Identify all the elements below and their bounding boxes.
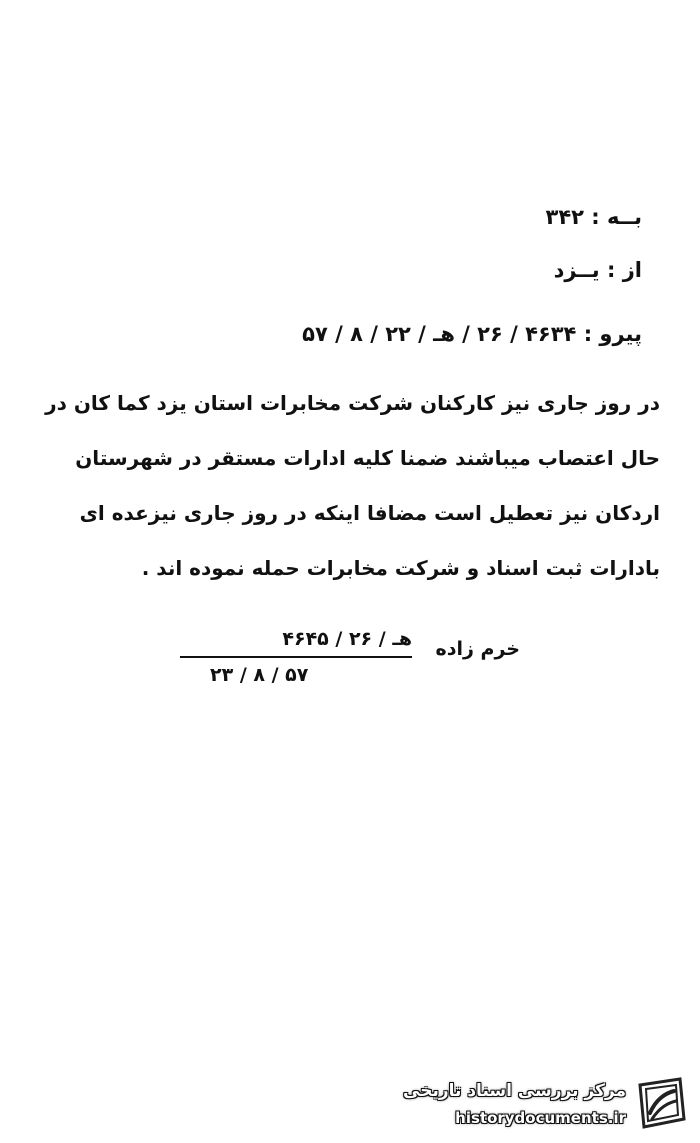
- body-line-1: در روز جاری نیز کارکنان شرکت مخابرات استان یزد کما کان در: [45, 391, 660, 415]
- book-seal-icon: [632, 1075, 688, 1131]
- watermark-url: historydocuments.ir: [455, 1109, 626, 1127]
- signature-date: ۵۷ / ۸ / ۲۳: [210, 664, 309, 686]
- sender-line: از : یــزد: [553, 258, 642, 282]
- reference-line: پیرو : ۴۶۳۴ / ۲۶ / هـ / ۲۲ / ۸ / ۵۷: [302, 322, 642, 346]
- signature-underline: [180, 656, 412, 658]
- watermark: [398, 1075, 688, 1135]
- signature-block: [180, 628, 520, 698]
- signature-reference: هـ / ۲۶ / ۴۶۴۵: [282, 628, 412, 650]
- document-body: [45, 376, 660, 596]
- body-line-2: حال اعتصاب میباشند ضمنا کلیه ادارات مستقر در شهرستان: [75, 446, 660, 470]
- body-line-4: بادارات ثبت اسناد و شرکت مخابرات حمله نموده اند .: [141, 556, 660, 580]
- watermark-title: مرکز بررسی اسناد تاریخی: [403, 1081, 626, 1101]
- body-line-3: اردکان نیز تعطیل است مضافا اینکه در روز جاری نیزعده ای: [79, 501, 660, 525]
- signature-name: خرم زاده: [435, 638, 520, 660]
- recipient-line: بــه : ۳۴۲: [545, 205, 642, 229]
